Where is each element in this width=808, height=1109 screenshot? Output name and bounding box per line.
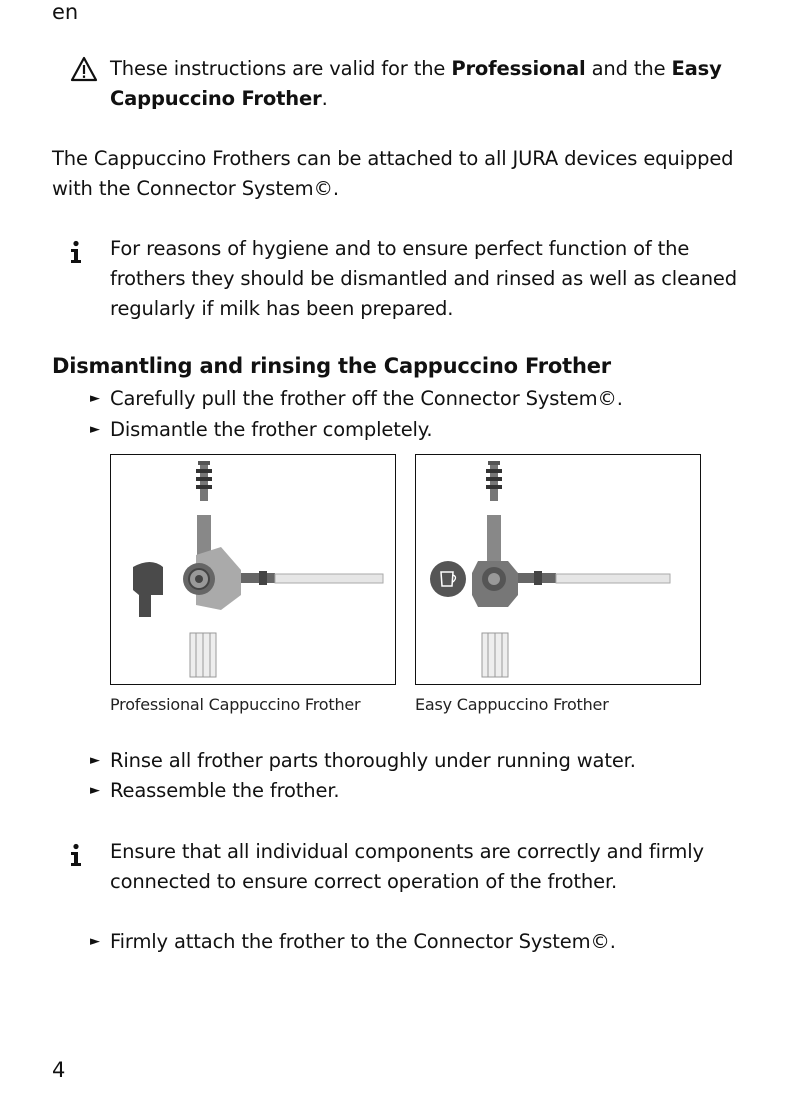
info-icon: [68, 843, 84, 867]
figure-caption: Easy Cappuccino Frother: [415, 695, 609, 714]
figure-easy-frother: [415, 454, 701, 685]
professional-frother-illustration: [111, 455, 395, 684]
info-icon: [68, 240, 84, 264]
info-hygiene-text: For reasons of hygiene and to ensure perfect function of the frothers they should be dismantled and rinsed as well as cleaned regularly if milk has been prepared.: [110, 237, 737, 320]
arrow-right-icon: ►: [90, 391, 100, 406]
step-item: ► Rinse all frother parts thoroughly under running water.: [110, 746, 636, 776]
info-components-text: Ensure that all individual components are correctly and firmly connected to ensure correct operation of the frother.: [110, 840, 704, 893]
language-code: en: [52, 0, 79, 24]
arrow-right-icon: ►: [90, 422, 100, 437]
arrow-right-icon: ►: [90, 934, 100, 949]
step-item: ► Dismantle the frother completely.: [110, 415, 432, 445]
step-item: ► Carefully pull the frother off the Connector System©.: [110, 384, 623, 414]
figure-caption: Professional Cappuccino Frother: [110, 695, 361, 714]
step-item: ► Reassemble the frother.: [110, 776, 339, 806]
warning-text: These instructions are valid for the Professional and the Easy Cappuccino Frother.: [110, 57, 722, 110]
step-item: ► Firmly attach the frother to the Connector System©.: [110, 927, 616, 957]
section-heading: Dismantling and rinsing the Cappuccino Frother: [52, 354, 611, 378]
arrow-right-icon: ►: [90, 753, 100, 768]
page-number: 4: [52, 1058, 66, 1082]
easy-frother-illustration: [416, 455, 700, 684]
figure-professional-frother: [110, 454, 396, 685]
warning-triangle-icon: [70, 56, 98, 82]
arrow-right-icon: ►: [90, 783, 100, 798]
intro-paragraph: The Cappuccino Frothers can be attached to all JURA devices equipped with the Connector System©.: [52, 147, 734, 200]
